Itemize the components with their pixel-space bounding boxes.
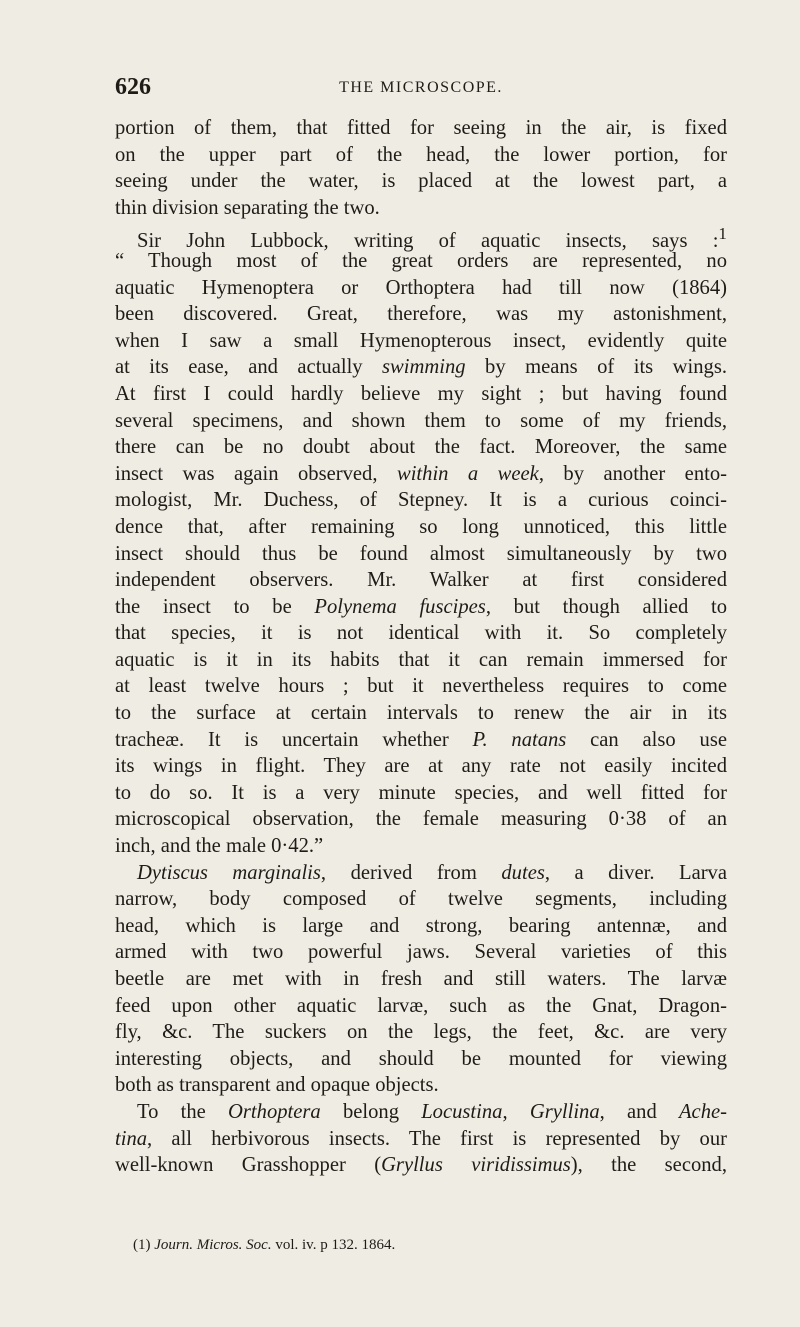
text-line: “ Though most of the great orders are represented, no — [115, 249, 727, 272]
text-line: thin division separating the two. — [115, 196, 380, 219]
text-line: fly, &c. The suckers on the legs, the feet, &c. are very — [115, 1021, 727, 1044]
text-line: when I saw a small Hymenopterous insect, evidently quite — [115, 329, 727, 352]
running-title: THE MICROSCOPE. — [339, 79, 503, 96]
text-line: narrow, body composed of twelve segments, including — [115, 888, 727, 911]
text-line: interesting objects, and should be mounted for viewing — [115, 1047, 727, 1070]
text-line: tina, all herbivorous insects. The first is represented by our — [115, 1127, 727, 1150]
text-line: at its ease, and actually swimming by means of its wings. — [115, 356, 727, 379]
text-line: armed with two powerful jaws. Several varieties of this — [115, 941, 727, 964]
footnote: (1) Journ. Micros. Soc. vol. iv. p 132. 1864. — [133, 1237, 396, 1253]
body-text — [115, 115, 727, 1179]
text-line: dence that, after remaining so long unnoticed, this little — [115, 515, 727, 538]
text-line: several specimens, and shown them to some of my friends, — [115, 409, 727, 432]
text-line: portion of them, that fitted for seeing in the air, is fixed — [115, 117, 727, 139]
text-line: at least twelve hours ; but it nevertheless requires to come — [115, 675, 727, 698]
text-line: head, which is large and strong, bearing antennæ, and — [115, 914, 727, 937]
text-line: on the upper part of the head, the lower portion, for — [115, 143, 727, 166]
text-line: feed upon other aquatic larvæ, such as the Gnat, Dragon- — [115, 994, 727, 1017]
text-line: To the Orthoptera belong Locustina, Gryllina, and Ache- — [137, 1100, 727, 1123]
text-line: well-known Grasshopper (Gryllus viridissimus), the second, — [115, 1154, 727, 1177]
text-line: Sir John Lubbock, writing of aquatic insects, says :$^1$ — [137, 224, 727, 253]
text-line: the insect to be Polynema fuscipes, but though allied to — [115, 595, 728, 618]
text-line: insect was again observed, within a week, by another ento- — [115, 462, 727, 485]
text-line: aquatic is it in its habits that it can remain immersed for — [115, 648, 727, 671]
text-line: aquatic Hymenoptera or Orthoptera had till now (1864) — [115, 276, 727, 299]
running-head — [115, 74, 727, 106]
page-number: 626 — [115, 74, 151, 100]
text-line: that species, it is not identical with it. So completely — [115, 622, 727, 645]
text-line: insect should thus be found almost simultaneously by two — [115, 542, 727, 565]
text-line: At first I could hardly believe my sight ; but having found — [115, 382, 727, 405]
text-line: Dytiscus marginalis, derived from dutes, a diver. Larva — [137, 861, 727, 884]
text-line: tracheæ. It is uncertain whether P. natans can also use — [115, 728, 727, 751]
text-line: been discovered. Great, therefore, was my astonishment, — [115, 303, 727, 326]
text-line: to do so. It is a very minute species, and well fitted for — [115, 781, 727, 804]
text-line: independent observers. Mr. Walker at first considered — [115, 569, 727, 592]
text-line: to the surface at certain intervals to renew the air in its — [115, 702, 727, 725]
text-line: its wings in flight. They are at any rate not easily incited — [115, 755, 727, 778]
text-line: mologist, Mr. Duchess, of Stepney. It is a curious coinci- — [115, 489, 727, 512]
text-line: both as transparent and opaque objects. — [115, 1074, 439, 1097]
text-line: inch, and the male 0·42.” — [115, 835, 324, 858]
text-line: microscopical observation, the female measuring 0·38 of an — [115, 808, 727, 831]
text-line: beetle are met with in fresh and still waters. The larvæ — [115, 968, 727, 990]
text-line: seeing under the water, is placed at the lowest part, a — [115, 170, 727, 193]
text-line: there can be no doubt about the fact. Moreover, the same — [115, 436, 727, 459]
